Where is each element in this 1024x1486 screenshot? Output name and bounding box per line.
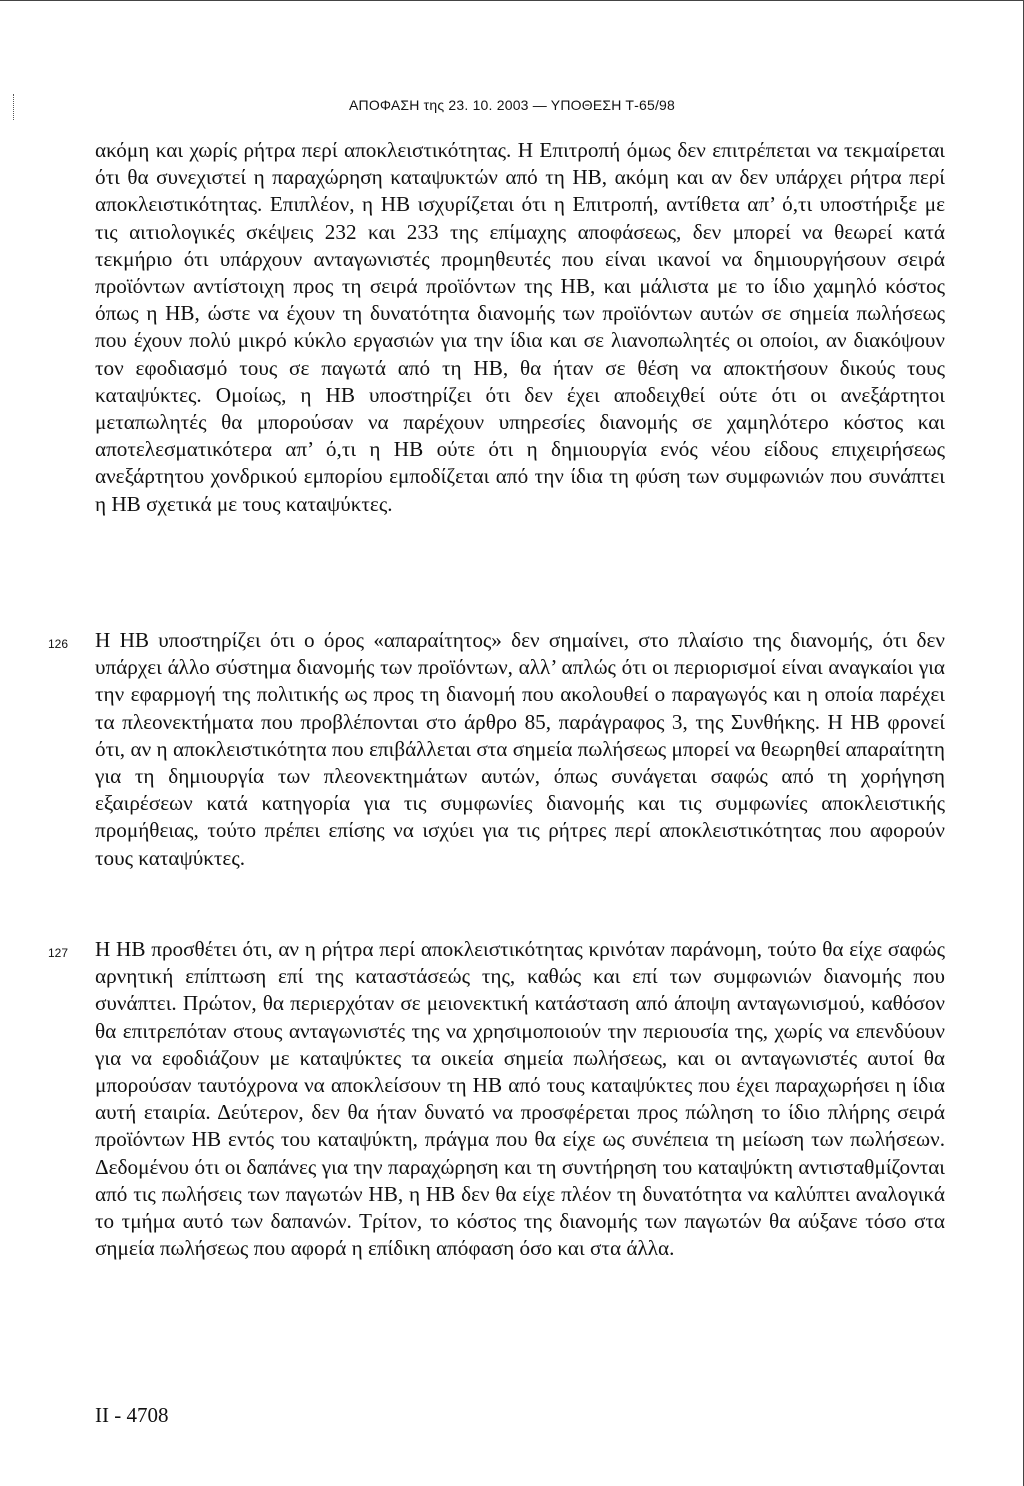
paragraph-number-127: 127 xyxy=(48,946,69,960)
paragraph-number-126: 126 xyxy=(48,637,69,651)
paragraph-continuation: ακόμη και χωρίς ρήτρα περί αποκλειστικότητας. Η Επιτροπή όμως δεν επιτρέπεται να τεκμαίρεται ότι θα συνεχιστεί η παραχώρηση καταψυκτών από τη ΗΒ, ακόμη και αν δεν υπάρχει ρήτρα περί αποκλειστικότητας. Επιπλέον, η ΗΒ ισχυρίζεται ότι η Επιτροπή, αντίθετα απ’ ό,τι υποστήριξε με τις αιτιολογικές σκέψεις 232 και 233 της επίμαχης αποφάσεως, δεν μπορεί να θεωρεί κατά τεκμήριο ότι υπάρχουν ανταγωνιστές προμηθευτές που είναι ικανοί να δημιουργήσουν σειρά προϊόντων αντίστοιχη προς τη σειρά προϊόντων της ΗΒ, και μάλιστα με το ίδιο χαμηλό κόστος όπως η ΗΒ, ώστε να έχουν τη δυνατότητα διανομής των προϊόντων αυτών σε σημεία πωλήσεως που έχουν πολύ μικρό κύκλο εργασιών για την ίδια και σε λιανοπωλητές οι οποίοι, αν διακόψουν τον εφοδιασμό τους σε παγωτά από τη ΗΒ, θα ήταν σε θέση να αποκτήσουν δικούς τους καταψύκτες. Ομοίως, η ΗΒ υποστηρίζει ότι δεν έχει αποδειχθεί ούτε ότι οι ανεξάρτητοι μεταπωλητές θα μπορούσαν να παρέχουν υπηρεσίες διανομής σε χαμηλότερο κόστος και αποτελεσματικότερα απ’ ό,τι η ΗΒ ούτε ότι η δημιουργία ενός νέου είδους επιχειρήσεως ανεξάρτητου χονδρικού εμπορίου εμποδίζεται από την ίδια τη φύση των συμφωνιών που συνάπτει η ΗΒ σχετικά με τους καταψύκτες. xyxy=(95,138,945,516)
running-header: ΑΠΟΦΑΣΗ της 23. 10. 2003 — ΥΠΟΘΕΣΗ Τ-65/98 xyxy=(348,97,676,113)
page-number: II - 4708 xyxy=(95,1403,169,1427)
paragraph-127: Η ΗΒ προσθέτει ότι, αν η ρήτρα περί αποκλειστικότητας κρινόταν παράνομη, τούτο θα είχε σαφώς αρνητική επίπτωση επί της καταστάσεώς της, καθώς και επί των συμφωνιών διανομής που συνάπτει. Πρώτον, θα περιερχόταν σε μειονεκτική κατάσταση από άποψη ανταγωνισμού, καθόσον θα επιτρεπόταν στους ανταγωνιστές της να χρησιμοποιούν την περιουσία της, χωρίς να επενδύουν για να εφοδιάζουν με καταψύκτες τα οικεία σημεία πωλήσεως, και οι ανταγωνιστές αυτοί θα μπορούσαν ταυτόχρονα να αποκλείσουν τη ΗΒ από τους καταψύκτες που έχει παραχωρήσει η ίδια αυτή εταιρία. Δεύτερον, δεν θα ήταν δυνατό να προσφέρεται προς πώληση το ίδιο πλήρης σειρά προϊόντων ΗΒ εντός του καταψύκτη, πράγμα που θα είχε ως συνέπεια τη μείωση των πωλήσεων. Δεδομένου ότι οι δαπάνες για την παραχώρηση και τη συντήρηση του καταψύκτη αντισταθμίζονται από τις πωλήσεις των παγωτών ΗΒ, η ΗΒ δεν θα είχε πλέον τη δυνατότητα να καλύπτει αναλογικά το τμήμα αυτό των δαπανών. Τρίτον, το κόστος της διανομής των παγωτών θα αύξανε τόσο στα σημεία πωλήσεως που αφορά η επίδικη απόφαση όσο και στα άλλα. xyxy=(95,937,945,1261)
paragraph-126: Η ΗΒ υποστηρίζει ότι ο όρος «απαραίτητος» δεν σημαίνει, στο πλαίσιο της διανομής, ότι δεν υπάρχει άλλο σύστημα διανομής των προϊόντων, αλλ’ απλώς ότι οι περιορισμοί είναι αναγκαίοι για την εφαρμογή της πολιτικής ως προς τη διανομή που ακολουθεί ο παραγωγός και η οποία παρέχει τα πλεονεκτήματα που προβλέπονται στο άρθρο 85, παράγραφος 3, της Συνθήκης. Η ΗΒ φρονεί ότι, αν η αποκλειστικότητα που επιβάλλεται στα σημεία πωλήσεως μπορεί να θεωρηθεί απαραίτητη για τη δημιουργία των πλεονεκτημάτων αυτών, όπως συνάγεται σαφώς από τη χορήγηση εξαιρέσεων κατά κατηγορία για τις συμφωνίες διανομής και τις συμφωνίες αποκλειστικής προμήθειας, τούτο πρέπει επίσης να ισχύει για τις ρήτρες περί αποκλειστικότητας που αφορούν τους καταψύκτες. xyxy=(95,628,945,870)
